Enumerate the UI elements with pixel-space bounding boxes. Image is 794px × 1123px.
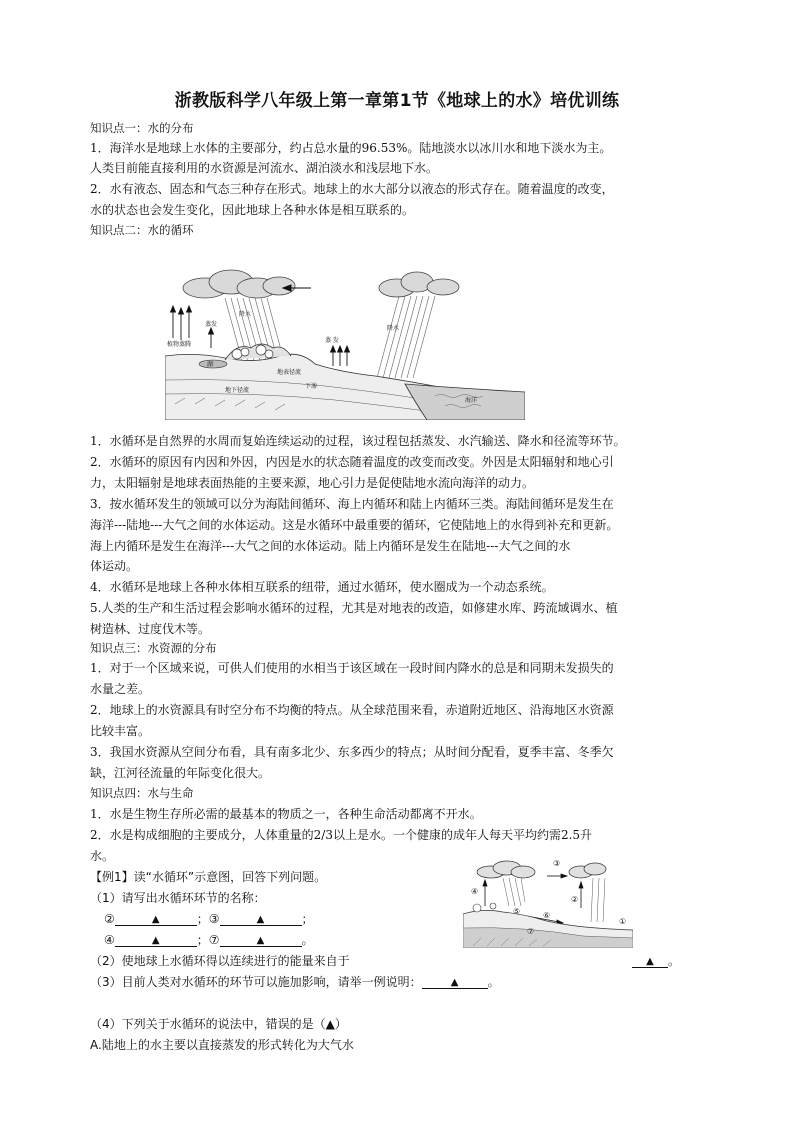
example-q4: （4）下列关于水循环的说法中，错误的是（▲） xyxy=(90,1017,347,1031)
kp2-line: 海上内循环是发生在海洋---大气之间的水体运动。陆上内循环是发生在陆地---大气之间的水 xyxy=(90,539,571,553)
kp3-line: 1．对于一个区域来说，可供人们使用的水相当于该区域在一段时间内降水的总是和同期未发损失的 xyxy=(90,661,614,675)
label-ocean: 海洋 xyxy=(465,397,478,404)
fig-num-6: ⑥ xyxy=(543,911,551,920)
label-4: ④ xyxy=(104,933,115,947)
evaporation-arrows-sea xyxy=(331,346,350,366)
answer-blank-2[interactable]: ▲ xyxy=(115,911,197,926)
example-prompt: 【例1】读“水循环”示意图，回答下列问题。 xyxy=(90,870,327,884)
kp2-heading: 知识点二：水的循环 xyxy=(90,223,194,237)
label-rain-right: 降水 xyxy=(387,325,400,332)
kp1-line: 1．海洋水是地球上水体的主要部分，约占总水量的96.53%。陆地淡水以冰川水和地下淡水为主。 xyxy=(90,141,612,155)
answer-blank-3[interactable]: ▲ xyxy=(220,911,302,926)
q2-answer: ▲ 。 xyxy=(632,953,680,969)
label-groundwater: 地下径流 xyxy=(225,387,250,394)
kp3-line: 3．我国水资源从空间分布看，具有南多北少、东多西少的特点；从时间分配看，夏季丰富、冬季欠 xyxy=(90,745,614,759)
kp1-line: 水的状态也会发生变化，因此地球上各种水体是相互联系的。 xyxy=(90,203,415,217)
kp4-heading: 知识点四：水与生命 xyxy=(90,786,194,800)
answer-blank-7[interactable]: ▲ xyxy=(220,932,302,947)
example-water-cycle-figure xyxy=(463,858,633,948)
label-surface-runoff: 地表径流 xyxy=(277,369,302,376)
kp4-line: 水。 xyxy=(90,849,115,863)
kp2-line: 海洋---陆地---大气之间的水体运动。这是水循环中最重要的循环，它使陆地上的水得到补充和更新。 xyxy=(90,518,619,532)
kp2-line: 4．水循环是地球上各种水体相互联系的纽带，通过水循环，使水圈成为一个动态系统。 xyxy=(90,580,554,594)
kp2-line: 3．按水循环发生的领域可以分为海陆间循环、海上内循环和陆上内循环三类。海陆间循环是发生在 xyxy=(90,497,614,511)
kp3-line: 缺，江河径流量的年际变化很大。 xyxy=(90,766,271,780)
kp4-line: 2．水是构成细胞的主要成分，人体重量的2/3以上是水。一个健康的成年人每天平均约需2.5升 xyxy=(90,828,593,842)
fig-num-1: ① xyxy=(619,917,627,926)
label-evap-land: 蒸发 xyxy=(205,321,218,328)
q1-row2: ④ ▲ ；⑦ ▲ 。 xyxy=(104,933,314,947)
label-transpiration: 植物蒸腾 xyxy=(167,341,192,348)
label-rain-left: 降水 xyxy=(239,311,252,318)
kp4-line: 1．水是生物生存所必需的最基本的物质之一，各种生命活动都离不开水。 xyxy=(90,807,482,821)
answer-blank-q3[interactable]: ▲ xyxy=(422,974,488,989)
fig-num-2: ② xyxy=(571,895,579,904)
kp2-line: 1．水循环是自然界的水周而复始连续运动的过程，该过程包括蒸发、水汽输送、降水和径流等环节。 xyxy=(90,434,626,448)
kp2-line: 体运动。 xyxy=(90,559,139,573)
label-evap-sea: 蒸 发 xyxy=(325,337,339,344)
kp1-line: 2．水有液态、固态和气态三种存在形式。地球上的水大部分以液态的形式存在。随着温度的改变， xyxy=(90,182,614,196)
kp1-heading: 知识点一：水的分布 xyxy=(90,121,194,135)
answer-blank-4[interactable]: ▲ xyxy=(115,932,197,947)
water-cycle-diagram xyxy=(165,268,525,420)
label-7: ；⑦ xyxy=(196,933,220,947)
option-a[interactable]: A.陆地上的水主要以直接蒸发的形式转化为大气水 xyxy=(90,1038,354,1052)
kp2-line: 树造林、过度伐木等。 xyxy=(90,622,211,636)
q3-line: （3）目前人类对水循环的环节可以施加影响，请举一例说明： ▲ 。 xyxy=(90,975,500,989)
example-q2: （2）使地球上水循环得以连续进行的能量来自于 xyxy=(90,954,350,968)
kp2-line: 5.人类的生产和生活过程会影响水循环的过程，尤其是对地表的改造，如修建水库、跨流域调水、植 xyxy=(90,601,618,615)
kp3-line: 2．地球上的水资源具有时空分布不均衡的特点。从全球范围来看，赤道附近地区、沿海地区水资源 xyxy=(90,703,614,717)
fig-num-4: ④ xyxy=(471,887,479,896)
answer-blank-q2[interactable]: ▲ xyxy=(632,953,668,968)
kp3-line: 比较丰富。 xyxy=(90,724,151,738)
fig-num-3: ③ xyxy=(553,859,561,868)
q1-row1: ② ▲ ；③ ▲ ； xyxy=(104,912,314,926)
label-3: ；③ xyxy=(196,912,220,926)
kp3-heading: 知识点三：水资源的分布 xyxy=(90,641,217,655)
label-2: ② xyxy=(104,912,115,926)
page-title: 浙教版科学八年级上第一章第1节《地球上的水》培优训练 xyxy=(174,91,620,111)
kp2-line: 力，太阳辐射是地球表面热能的主要来源，地心引力是促使陆地水流向海洋的动力。 xyxy=(90,476,535,490)
label-lake: 湖 xyxy=(207,361,214,368)
kp1-line: 人类目前能直接利用的水资源是河流水、湖泊淡水和浅层地下水。 xyxy=(90,161,439,175)
label-infiltration: 下渗 xyxy=(305,383,318,390)
example-q1: （1）请写出水循环环节的名称： xyxy=(90,891,266,905)
kp3-line: 水量之差。 xyxy=(90,682,151,696)
example-q3: （3）目前人类对水循环的环节可以施加影响，请举一例说明： xyxy=(90,975,422,989)
fig-num-7: ⑦ xyxy=(527,927,535,936)
fig-num-5: ⑤ xyxy=(513,907,521,916)
kp2-line: 2．水循环的原因有内因和外因，内因是水的状态随着温度的改变而改变。外因是太阳辐射和地心引 xyxy=(90,455,614,469)
